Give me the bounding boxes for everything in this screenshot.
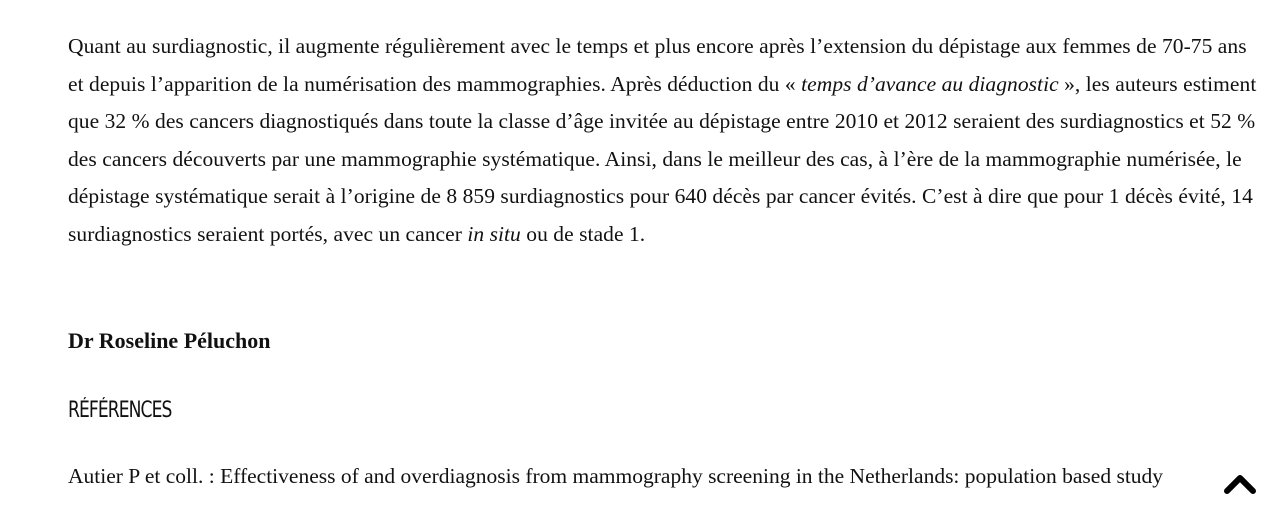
scroll-to-top-button[interactable] xyxy=(1222,469,1258,497)
article-author: Dr Roseline Péluchon xyxy=(68,328,271,353)
article-body xyxy=(68,28,1258,488)
paragraph-text-part1: Quant au surdiagnostic, il augmente régulièrement avec le temps et plus encore après l’extension du dépistage aux femmes de 70-75 ans et depuis l’apparition de la numérisation des mammographies. Après déduction du « xyxy=(68,34,1247,96)
paragraph-text-part3: ou de stade 1. xyxy=(520,221,646,246)
paragraph-italic-term-2: in situ xyxy=(467,221,521,246)
article-paragraph xyxy=(68,28,1258,253)
references-heading: RÉFÉRENCES xyxy=(68,398,172,423)
reference-item[interactable]: Autier P et coll. : Effectiveness of and overdiagnosis from mammography screening in the Netherlands: population based study xyxy=(68,464,1164,488)
paragraph-text-part2: », les auteurs estiment que 32 % des cancers diagnostiqués dans toute la classe d’âge invitée au dépistage entre 2010 et 2012 seraient des surdiagnostics et 52 % des cancers découverts par une mammographie systématique. Ainsi, dans le meilleur des cas, à l’ère de la mammographie numérisée, le dépistage systématique serait à l’origine de 8 859 surdiagnostics pour 640 décès par cancer évités. C’est à dire que pour 1 décès évité, 14 surdiagnostics seraient portés, avec un cancer xyxy=(68,71,1257,246)
paragraph-italic-term-1: temps d’avance au diagnostic xyxy=(801,71,1059,96)
chevron-up-icon xyxy=(1222,469,1258,497)
